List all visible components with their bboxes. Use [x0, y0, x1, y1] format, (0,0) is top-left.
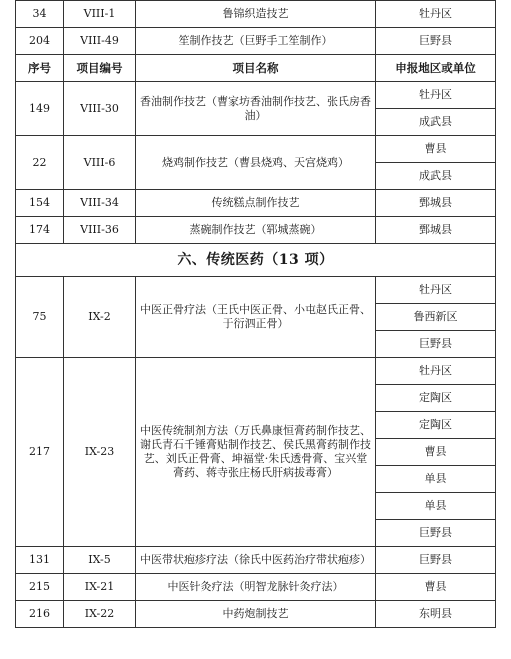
header-region: 申报地区或单位	[376, 55, 496, 82]
cell-region: 巨野县	[376, 520, 496, 547]
cell-project-name: 中医针灸疗法（明智龙脉针灸疗法）	[136, 574, 376, 601]
section-heading-row	[16, 244, 496, 277]
cell-region: 巨野县	[376, 331, 496, 358]
cell-serial-no: 216	[16, 601, 64, 628]
cell-region: 牡丹区	[376, 277, 496, 304]
cell-project-code: IX-21	[64, 574, 136, 601]
cell-region: 单县	[376, 493, 496, 520]
table-row	[16, 277, 496, 304]
cell-region: 曹县	[376, 136, 496, 163]
cell-project-name: 中医带状疱疹疗法（徐氏中医药治疗带状疱疹）	[136, 547, 376, 574]
cell-region: 巨野县	[376, 547, 496, 574]
cell-serial-no: 34	[16, 1, 64, 28]
cell-project-code: VIII-1	[64, 1, 136, 28]
cell-project-name: 香油制作技艺（曹家坊香油制作技艺、张氏房香油）	[136, 82, 376, 136]
cell-project-code: VIII-30	[64, 82, 136, 136]
heritage-table	[15, 0, 496, 628]
table-row	[16, 217, 496, 244]
cell-project-name: 中医正骨疗法（王氏中医正骨、小屯赵氏正骨、于衍泗正骨）	[136, 277, 376, 358]
cell-region: 鲁西新区	[376, 304, 496, 331]
cell-serial-no: 149	[16, 82, 64, 136]
cell-region: 定陶区	[376, 412, 496, 439]
cell-serial-no: 154	[16, 190, 64, 217]
cell-project-name: 中医传统制剂方法（万氏鼻康恒膏药制作技艺、谢氏青石千锤膏贴制作技艺、侯氏黑膏药制作技艺、刘氏正骨膏、坤福堂·朱氏透骨膏、宝兴堂膏药、蒋寺张庄杨氏肝病拔毒膏）	[136, 358, 376, 547]
cell-region: 成武县	[376, 163, 496, 190]
cell-region: 东明县	[376, 601, 496, 628]
cell-region: 巨野县	[376, 28, 496, 55]
cell-project-name: 传统糕点制作技艺	[136, 190, 376, 217]
cell-serial-no: 22	[16, 136, 64, 190]
cell-region: 牡丹区	[376, 1, 496, 28]
table-row	[16, 190, 496, 217]
cell-project-name: 蒸碗制作技艺（郓城蒸碗）	[136, 217, 376, 244]
cell-project-code: IX-22	[64, 601, 136, 628]
cell-project-code: VIII-6	[64, 136, 136, 190]
cell-serial-no: 75	[16, 277, 64, 358]
cell-region: 牡丹区	[376, 82, 496, 109]
table-row	[16, 574, 496, 601]
cell-serial-no: 215	[16, 574, 64, 601]
table-row	[16, 82, 496, 109]
cell-serial-no: 131	[16, 547, 64, 574]
cell-project-code: VIII-34	[64, 190, 136, 217]
table-body	[16, 1, 496, 628]
cell-serial-no: 217	[16, 358, 64, 547]
table-row	[16, 136, 496, 163]
cell-region: 定陶区	[376, 385, 496, 412]
cell-project-code: IX-5	[64, 547, 136, 574]
table-row	[16, 358, 496, 385]
header-serial-no: 序号	[16, 55, 64, 82]
cell-project-code: VIII-49	[64, 28, 136, 55]
header-project-code: 项目编号	[64, 55, 136, 82]
cell-serial-no: 204	[16, 28, 64, 55]
cell-region: 鄄城县	[376, 190, 496, 217]
cell-region: 成武县	[376, 109, 496, 136]
cell-project-name: 鲁锦织造技艺	[136, 1, 376, 28]
table-header-row	[16, 55, 496, 82]
header-project-name: 项目名称	[136, 55, 376, 82]
cell-region: 曹县	[376, 574, 496, 601]
table-row	[16, 1, 496, 28]
cell-region: 单县	[376, 466, 496, 493]
cell-region: 牡丹区	[376, 358, 496, 385]
section-title: 六、传统医药（13 项）	[16, 244, 496, 277]
cell-project-code: IX-23	[64, 358, 136, 547]
table-row	[16, 28, 496, 55]
cell-project-name: 笙制作技艺（巨野手工笙制作）	[136, 28, 376, 55]
table-row	[16, 601, 496, 628]
cell-project-name: 中药炮制技艺	[136, 601, 376, 628]
cell-serial-no: 174	[16, 217, 64, 244]
cell-project-code: IX-2	[64, 277, 136, 358]
cell-region: 鄄城县	[376, 217, 496, 244]
cell-region: 曹县	[376, 439, 496, 466]
cell-project-code: VIII-36	[64, 217, 136, 244]
table-row	[16, 547, 496, 574]
cell-project-name: 烧鸡制作技艺（曹县烧鸡、天宫烧鸡）	[136, 136, 376, 190]
